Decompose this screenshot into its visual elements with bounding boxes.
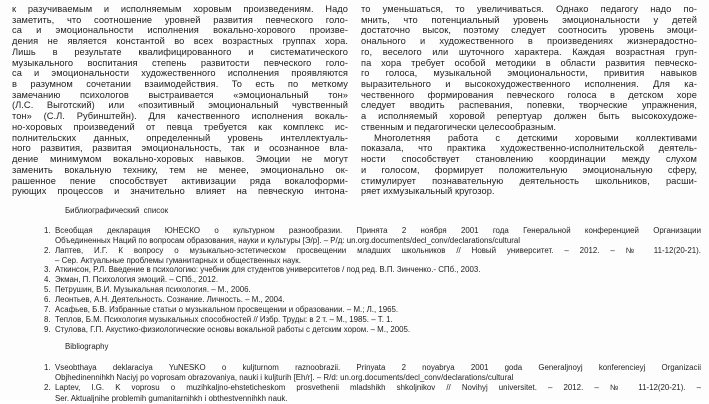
body-text-line: мнить, что потенциальный уровень эмоциональности у детей xyxy=(361,14,697,25)
bibliography-en-list xyxy=(44,362,701,404)
bibliography-en-section xyxy=(44,341,701,404)
body-text-line: выразительного и высокохудожественного исполнения. Для ка- xyxy=(361,79,697,90)
bibliography-entry-number: 5. xyxy=(44,285,51,295)
bibliography-line: Ser. Aktualjnihe problemih gumanitarnihkh i obthestvennihkh nauk. xyxy=(55,393,288,403)
body-text-line: замечанию психологов выстраивается «эмоциональный тон» xyxy=(12,89,348,100)
body-text-line: следует вводить распевания, попевки, творческие упражнения, xyxy=(361,100,697,111)
body-text-line: рующих процессов и значительно влияет на певческую интона- xyxy=(12,186,348,197)
bibliography-entry xyxy=(44,225,701,246)
bibliography-entry-number: 8. xyxy=(44,315,51,324)
bibliography-entry xyxy=(44,245,701,266)
body-column-right xyxy=(361,4,697,197)
body-text-line: полнительских данных, определенный уровень интеллектуаль- xyxy=(12,132,348,143)
bibliography-entry xyxy=(44,305,701,315)
body-text-line: ного развития, развитая эмоциональность, так и осознанное вла- xyxy=(12,143,348,154)
bibliography-line: Объединенных Наций по вопросам образования, науки и культуры [Э/р]. – Р/д: un.org.documents/decl_conv/declarations/cultural xyxy=(55,235,520,245)
bibliography-line: 6. Леонтьев, А.Н. Деятельность. Сознание. Личность. – М., 2004. xyxy=(44,295,285,305)
bibliography-entry xyxy=(44,383,701,404)
body-text-line: го, веселого или шуточного характера. Каждая возрастная груп- xyxy=(361,46,697,57)
bibliography-entry-number: 1. xyxy=(44,362,51,372)
body-text-line: тон» (С.Л. Рубинштейн). Для качественного исполнения вокаль- xyxy=(12,111,348,122)
bibliography-entry-number: 7. xyxy=(44,305,51,315)
bibliography-entry xyxy=(44,265,701,275)
bibliography-entry xyxy=(44,324,701,335)
body-text-line: заметить, что соотношение уровней развития певческого голо- xyxy=(12,14,348,25)
bibliography-entry-number: 9. xyxy=(44,324,51,334)
bibliography-line: 2. Лаптев, И.Г. К вопросу о музыкально-эстетическом просвещении младших школьников // Новый университет. – 2012. – № 11-12(20-21). xyxy=(44,245,701,255)
body-text-line: в разумном сочетании взаимодействия. То есть по меткому xyxy=(12,79,348,90)
body-text-line: чественного формирования певческого голоса в детском хоре xyxy=(361,89,697,100)
bibliography-ru-heading: Библиографический список xyxy=(65,205,169,215)
bibliography-line: 2. Laptev, I.G. K voprosu o muzihkaljno-ehsteticheskom prosvethenii mladshikh shkoljnikov // Novihyj universitet. – 2012. – № 11-12(20-21). – xyxy=(44,383,701,393)
body-text-line: онального и художественного в произведениях жизнерадостно- xyxy=(361,36,697,47)
bibliography-entry xyxy=(44,285,701,295)
bibliography-entry xyxy=(44,275,701,285)
body-text-line: музыкального воспитания степень развитости певческого голо- xyxy=(12,57,348,68)
body-text-line: ряет ихмузыкальный кругозор. xyxy=(361,186,495,197)
body-text-line: но-хоровых произведений от певца требуется как комплекс ис- xyxy=(12,121,348,132)
body-text-line: и голосом, формирует положительную эмоциональную сферу, xyxy=(361,164,697,175)
bibliography-entry-number: 3. xyxy=(44,265,51,275)
bibliography-line: 3. Аткинсон, Р.Л. Введение в психологию: учебник для студентов университетов / под ред. В.П. Зинченко.- СПб., 2003. xyxy=(44,265,481,275)
bibliography-line: 1. Vseobthaya deklaraciya YuNESKO o kuljturnom raznoobrazii. Prinyata 2 noyabrya 2001 goda Generaljnoyj konferencieyj Organizacii xyxy=(44,362,701,372)
body-text-line: рашенное пение способствует активизации ряда вокалоформи- xyxy=(12,175,348,186)
bibliography-line: – Сер. Актуальные проблемы гуманитарных и общественных наук. xyxy=(55,255,301,265)
bibliography-entry-number: 2. xyxy=(44,383,51,393)
body-column-left xyxy=(12,4,348,197)
bibliography-line: 5. Петрушин, В.И. Музыкальная психология. – М., 2006. xyxy=(44,285,251,295)
body-text-line: са и эмоциональности исполнения вокально-хорового произве- xyxy=(12,25,348,36)
bibliography-line: 9. Стулова, Г.П. Акустико-физиологические основы вокальной работы с детским хором. – М., 2005. xyxy=(44,324,411,334)
bibliography-line: 8. Теплов, Б.М. Психология музыкальных способностей // Избр. Труды: в 2 т. – М., 1985. – Т. 1. xyxy=(44,315,393,324)
bibliography-entry-number: 2. xyxy=(44,245,51,255)
body-text-line: заменить вокальную технику, тем не менее, эмоционально ок- xyxy=(12,164,348,175)
bibliography-ru-section xyxy=(44,205,701,335)
bibliography-entry xyxy=(44,315,701,325)
bibliography-line: 1. Всеобщая декларация ЮНЕСКО о культурном разнообразии. Принята 2 ноября 2001 года Генеральной конференцией Организации xyxy=(44,225,701,235)
bibliography-entry-number: 1. xyxy=(44,225,51,235)
body-text-columns xyxy=(12,4,697,197)
bibliography-entry-number: 6. xyxy=(44,295,51,305)
body-text-line: Многолетняя работа с детскими хоровыми коллективами xyxy=(374,132,697,143)
body-text-line: (Л.С. Выготский) или «позитивный эмоциональный чувственный xyxy=(12,100,348,111)
body-text-line: к разучиваемым и исполняемым хоровым произведениям. Надо xyxy=(12,4,348,14)
bibliography-entry xyxy=(44,295,701,305)
body-text-line: то уменьшаться, то увеличиваться. Однако педагогу надо по- xyxy=(361,4,697,14)
body-text-line: па хора требует особой методики в области развития певческо- xyxy=(361,57,697,68)
bibliography-en-heading: Bibliography xyxy=(65,341,109,351)
body-text-line: Лишь в результате квалифицированного и систематического xyxy=(12,46,348,57)
body-text-line: са и эмоциональности художественного исполнения проявляются xyxy=(12,68,348,79)
body-text-line: стимулирует познавательную деятельность школьников, расши- xyxy=(361,175,697,186)
body-text-line: а исполняемый хоровой репертуар должен быть высокохудоже- xyxy=(361,111,697,122)
bibliography-entry-number: 4. xyxy=(44,275,51,285)
body-text-line: дение минимумом вокально-хоровых навыков. Эмоции не могут xyxy=(12,154,348,165)
bibliography-line: 4. Экман, П. Психология эмоций. – СПб., 2012. xyxy=(44,275,219,285)
bibliography-entry xyxy=(44,362,701,384)
body-text-line: ности способствует становлению координации между слухом xyxy=(361,154,697,165)
body-text-line: ственным и педагогически целесообразным. xyxy=(361,121,557,132)
bibliography-line: Objhedinennihkh Naciyj po voprosam obrazovaniya, nauki i kuljturih [Eh/r]. – R/d: un.org.documents/decl_conv/declarations/cultural xyxy=(55,373,514,383)
body-text-line: го голоса, музыкальной эмоциональности, привития навыков xyxy=(361,68,697,79)
body-text-line: дения не является константой во всех возрастных группах хора. xyxy=(12,36,348,47)
bibliography-line: 7. Асафьев, Б.В. Избранные статьи о музыкальном просвещении и образовании. – М.; Л., 1965. xyxy=(44,305,399,315)
body-text-line: показала, что практика художественно-исполнительской деятель- xyxy=(361,143,697,154)
body-text-line: достаточно высок, поэтому следует соотносить уровень эмоци- xyxy=(361,25,697,36)
bibliography-ru-list xyxy=(44,225,701,335)
